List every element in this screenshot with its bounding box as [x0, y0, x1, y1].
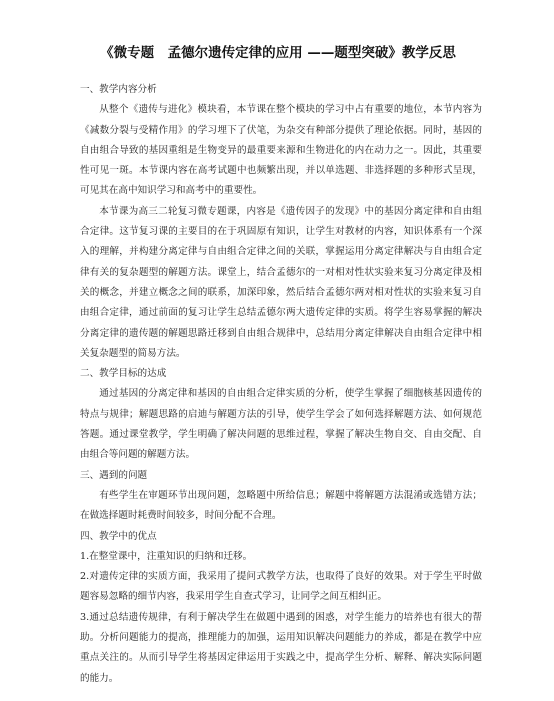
paragraph: 从整个《遗传与进化》模块看，本节课在整个模块的学习中占有重要的地位，本节内容为《减数分裂与受精作用》的学习埋下了伏笔，为杂交有种部分提供了理论依据。同时，基因的自由组合导致的基因重组是生物变异的最重要来源和生物进化的内在动力之一。因此，其重要性可见一斑。本节课内容在高考试题中也频繁出现，并以单选题、非选择题的多种形式呈现，可见其在高中知识学习和高考中的重要性。: [80, 104, 482, 197]
paragraph: 本节课为高三二轮复习微专题课，内容是《遗传因子的发现》中的基因分离定律和自由组合定律。这节复习课的主要目的在于巩固原有知识，让学生对教材的内容，知识体系有一个深入的理解，并构建分离定律与自由组合定律之间的关联，掌握运用分离定律解决与自由组合定律有关的复杂题型的解题方法。课堂上，结合孟德尔的一对相对性状实验来复习分离定律及相关的概念，并建立概念之间的联系，加深印象，然后结合孟德尔两对相对性状的实验来复习自由组合定律，通过前面的复习让学生总结孟德尔两大遗传定律的实质。将学生容易掌握的解决分离定律的遗传题的解题思路迁移到自由组合规律中，总结用分离定律解决自由组合定律中相关复杂题型的简易方法。: [80, 205, 482, 359]
paragraph: 通过基因的分离定律和基因的自由组合定律实质的分析，使学生掌握了细胞核基因遗传的特点与规律；解题思路的启迪与解题方法的引导，使学生学会了如何选择解题方法、如何规范答题。通过课堂教学，学生明确了解决问题的思维过程，掌握了解决生物自交、自由交配、自由组合等问题的解题方法。: [80, 388, 482, 461]
section-heading-goals: 二、教学目标的达成: [80, 368, 167, 380]
list-item: 2.对遗传定律的实质方面，我采用了提问式教学方法，也取得了良好的效果。对于学生平时做题容易忽略的细节内容，我采用学生自查式学习，让同学之间互相纠正。: [80, 571, 482, 603]
paragraph: 有些学生在审题环节出现问题，忽略题中所给信息；解题中将解题方法混淆或选错方法；在做选择题时耗费时间较多，时间分配不合理。: [80, 489, 482, 522]
list-item: 3.通过总结遗传规律，有利于解决学生在做题中遇到的困惑，对学生能力的培养也有很大的帮助。分析问题能力的提高，推理能力的加强，运用知识解决问题能力的养成，都是在教学中应重点关注的。从而引导学生将基因定律运用于实践之中，提高学生分析、解释、解决实际问题的能力。: [80, 611, 482, 684]
list-item: 1.在整堂课中，注重知识的归纳和迁移。: [80, 550, 253, 562]
section-heading-problems: 三、遇到的问题: [80, 469, 148, 481]
section-heading-content-analysis: 一、教学内容分析: [80, 84, 157, 95]
section-heading-strengths: 四、教学中的优点: [80, 530, 157, 542]
document-body: [80, 80, 482, 689]
document-title: 《微专题 孟德尔遗传定律的应用 ——题型突破》教学反思: [100, 45, 456, 61]
